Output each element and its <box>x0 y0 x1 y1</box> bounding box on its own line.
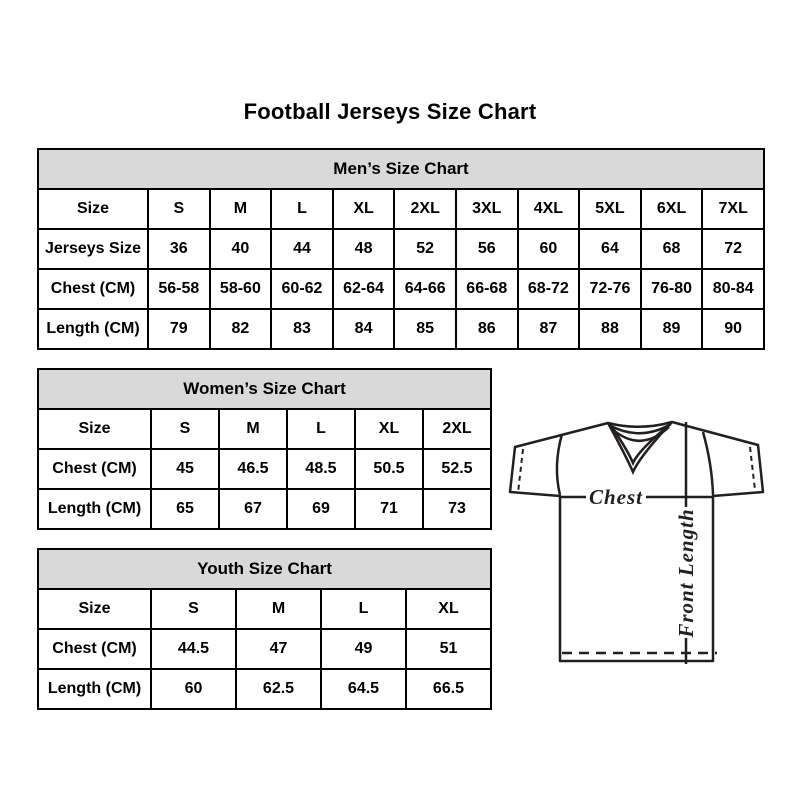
value-cell: 79 <box>148 309 210 349</box>
value-cell: 52.5 <box>423 449 491 489</box>
value-cell: XL <box>333 189 395 229</box>
value-cell: 67 <box>219 489 287 529</box>
table-row <box>38 269 764 309</box>
row-label-cell: Length (CM) <box>38 489 151 529</box>
value-cell: 71 <box>355 489 423 529</box>
table-row <box>38 629 491 669</box>
value-cell: 44.5 <box>151 629 236 669</box>
value-cell: 66.5 <box>406 669 491 709</box>
jersey-measurement-diagram <box>500 408 775 673</box>
value-cell: 89 <box>641 309 703 349</box>
chest-label: Chest <box>588 485 644 509</box>
value-cell: S <box>151 409 219 449</box>
right-cuff-dashed-line <box>750 447 755 490</box>
row-label-cell: Chest (CM) <box>38 269 148 309</box>
value-cell: 7XL <box>702 189 764 229</box>
section-title: Youth Size Chart <box>38 549 491 589</box>
section-title: Women’s Size Chart <box>38 369 491 409</box>
value-cell: 64-66 <box>394 269 456 309</box>
value-cell: 76-80 <box>641 269 703 309</box>
value-cell: 46.5 <box>219 449 287 489</box>
value-cell: 90 <box>702 309 764 349</box>
value-cell: 6XL <box>641 189 703 229</box>
left-cuff-dashed-line <box>518 449 523 493</box>
value-cell: 68-72 <box>518 269 580 309</box>
value-cell: XL <box>406 589 491 629</box>
value-cell: 65 <box>151 489 219 529</box>
value-cell: 86 <box>456 309 518 349</box>
value-cell: L <box>321 589 406 629</box>
row-label-cell: Size <box>38 409 151 449</box>
row-label-cell: Chest (CM) <box>38 449 151 489</box>
table-row <box>38 409 491 449</box>
value-cell: 51 <box>406 629 491 669</box>
value-cell: 56 <box>456 229 518 269</box>
row-label-cell: Length (CM) <box>38 309 148 349</box>
value-cell: 44 <box>271 229 333 269</box>
value-cell: M <box>236 589 321 629</box>
table-row <box>38 669 491 709</box>
value-cell: M <box>219 409 287 449</box>
value-cell: 60 <box>151 669 236 709</box>
value-cell: 40 <box>210 229 272 269</box>
value-cell: 52 <box>394 229 456 269</box>
value-cell: S <box>151 589 236 629</box>
value-cell: 88 <box>579 309 641 349</box>
value-cell: M <box>210 189 272 229</box>
value-cell: 68 <box>641 229 703 269</box>
value-cell: 45 <box>151 449 219 489</box>
value-cell: 58-60 <box>210 269 272 309</box>
value-cell: L <box>287 409 355 449</box>
table-row <box>38 229 764 269</box>
value-cell: 62.5 <box>236 669 321 709</box>
value-cell: 72 <box>702 229 764 269</box>
womens-size-table <box>37 368 492 530</box>
value-cell: XL <box>355 409 423 449</box>
front-length-label: Front Length <box>674 508 698 638</box>
mens-size-table <box>37 148 765 350</box>
row-label-cell: Jerseys Size <box>38 229 148 269</box>
table-header-row <box>38 149 764 189</box>
value-cell: 62-64 <box>333 269 395 309</box>
value-cell: 69 <box>287 489 355 529</box>
value-cell: 48.5 <box>287 449 355 489</box>
page-title: Football Jerseys Size Chart <box>243 99 537 124</box>
value-cell: 80-84 <box>702 269 764 309</box>
row-label-cell: Length (CM) <box>38 669 151 709</box>
value-cell: 48 <box>333 229 395 269</box>
value-cell: 83 <box>271 309 333 349</box>
value-cell: 4XL <box>518 189 580 229</box>
value-cell: 36 <box>148 229 210 269</box>
value-cell: S <box>148 189 210 229</box>
value-cell: 87 <box>518 309 580 349</box>
value-cell: 60-62 <box>271 269 333 309</box>
youth-size-table <box>37 548 492 710</box>
value-cell: 47 <box>236 629 321 669</box>
value-cell: 64.5 <box>321 669 406 709</box>
value-cell: 50.5 <box>355 449 423 489</box>
value-cell: 66-68 <box>456 269 518 309</box>
value-cell: 2XL <box>394 189 456 229</box>
value-cell: 2XL <box>423 409 491 449</box>
value-cell: 49 <box>321 629 406 669</box>
value-cell: 56-58 <box>148 269 210 309</box>
value-cell: 73 <box>423 489 491 529</box>
section-title: Men’s Size Chart <box>38 149 764 189</box>
value-cell: L <box>271 189 333 229</box>
row-label-cell: Chest (CM) <box>38 629 151 669</box>
table-row <box>38 489 491 529</box>
value-cell: 82 <box>210 309 272 349</box>
value-cell: 64 <box>579 229 641 269</box>
value-cell: 60 <box>518 229 580 269</box>
right-armhole-seam <box>703 432 713 495</box>
table-row <box>38 449 491 489</box>
left-armhole-seam <box>557 434 562 495</box>
table-row <box>38 309 764 349</box>
row-label-cell: Size <box>38 189 148 229</box>
value-cell: 84 <box>333 309 395 349</box>
table-header-row <box>38 369 491 409</box>
table-row <box>38 589 491 629</box>
table-row <box>38 189 764 229</box>
table-header-row <box>38 549 491 589</box>
value-cell: 5XL <box>579 189 641 229</box>
value-cell: 72-76 <box>579 269 641 309</box>
value-cell: 85 <box>394 309 456 349</box>
value-cell: 3XL <box>456 189 518 229</box>
row-label-cell: Size <box>38 589 151 629</box>
